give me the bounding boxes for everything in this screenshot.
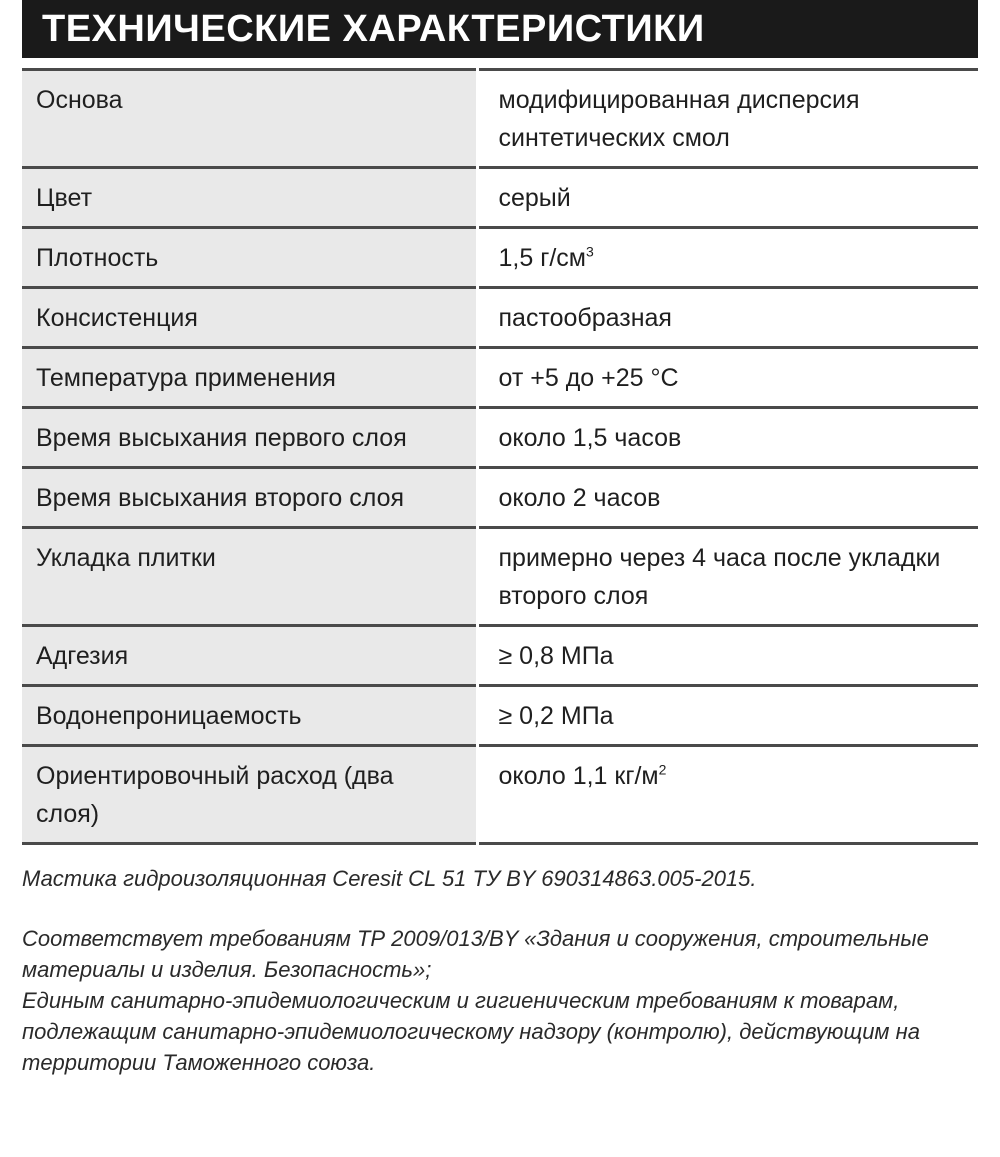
spec-label: Время высыхания первого слоя — [22, 408, 477, 468]
spec-value: примерно через 4 часа после укладки второго слоя — [477, 528, 978, 626]
table-row — [22, 528, 978, 626]
product-standard-note: Мастика гидроизоляционная Ceresit CL 51 ТУ BY 690314863.005-2015. — [22, 866, 757, 891]
table-row — [22, 228, 978, 288]
header-bar — [22, 0, 978, 58]
table-row — [22, 348, 978, 408]
spec-value: ≥ 0,8 МПа — [477, 626, 978, 686]
spec-label: Основа — [22, 70, 477, 168]
compliance-line-1: Соответствует требованиям ТР 2009/013/BY «Здания и сооружения, строительные материалы и изделия. Безопасность»; — [22, 926, 929, 982]
spec-label: Водонепроницаемость — [22, 686, 477, 746]
footnotes — [22, 863, 978, 1078]
compliance-line-2: Единым санитарно-эпидемиологическим и гигиеническим требованиям к товарам, подлежащим санитарно-эпидемиологическому надзору (контролю), действующим на территории Таможенного союза. — [22, 988, 920, 1075]
spec-value — [477, 228, 978, 288]
spec-table — [22, 68, 978, 845]
table-row — [22, 626, 978, 686]
spec-value-text: 1,5 г/см — [498, 244, 586, 272]
table-row — [22, 168, 978, 228]
compliance-note — [22, 923, 978, 1078]
spec-label: Температура применения — [22, 348, 477, 408]
table-row — [22, 686, 978, 746]
table-row — [22, 288, 978, 348]
spec-label: Адгезия — [22, 626, 477, 686]
spec-label: Укладка плитки — [22, 528, 477, 626]
spec-label: Время высыхания второго слоя — [22, 468, 477, 528]
spec-value: пастообразная — [477, 288, 978, 348]
table-row — [22, 408, 978, 468]
spec-value: модифицированная дисперсия синтетических смол — [477, 70, 978, 168]
table-row — [22, 746, 978, 844]
spec-value: около 2 часов — [477, 468, 978, 528]
spec-label: Ориентировочный расход (два слоя) — [22, 746, 477, 844]
table-row — [22, 468, 978, 528]
spec-sheet — [22, 0, 978, 1078]
spec-value — [477, 746, 978, 844]
table-row — [22, 70, 978, 168]
spec-value-text: около 1,1 кг/м — [498, 762, 659, 790]
spec-value: ≥ 0,2 МПа — [477, 686, 978, 746]
spec-value: серый — [477, 168, 978, 228]
page-title: ТЕХНИЧЕСКИЕ ХАРАКТЕРИСТИКИ — [42, 8, 705, 50]
spec-value: около 1,5 часов — [477, 408, 978, 468]
spec-label: Плотность — [22, 228, 477, 288]
spec-label: Консистенция — [22, 288, 477, 348]
spec-value: от +5 до +25 °С — [477, 348, 978, 408]
spec-value-superscript: 2 — [658, 761, 667, 778]
spec-label: Цвет — [22, 168, 477, 228]
spec-value-superscript: 3 — [585, 243, 594, 260]
